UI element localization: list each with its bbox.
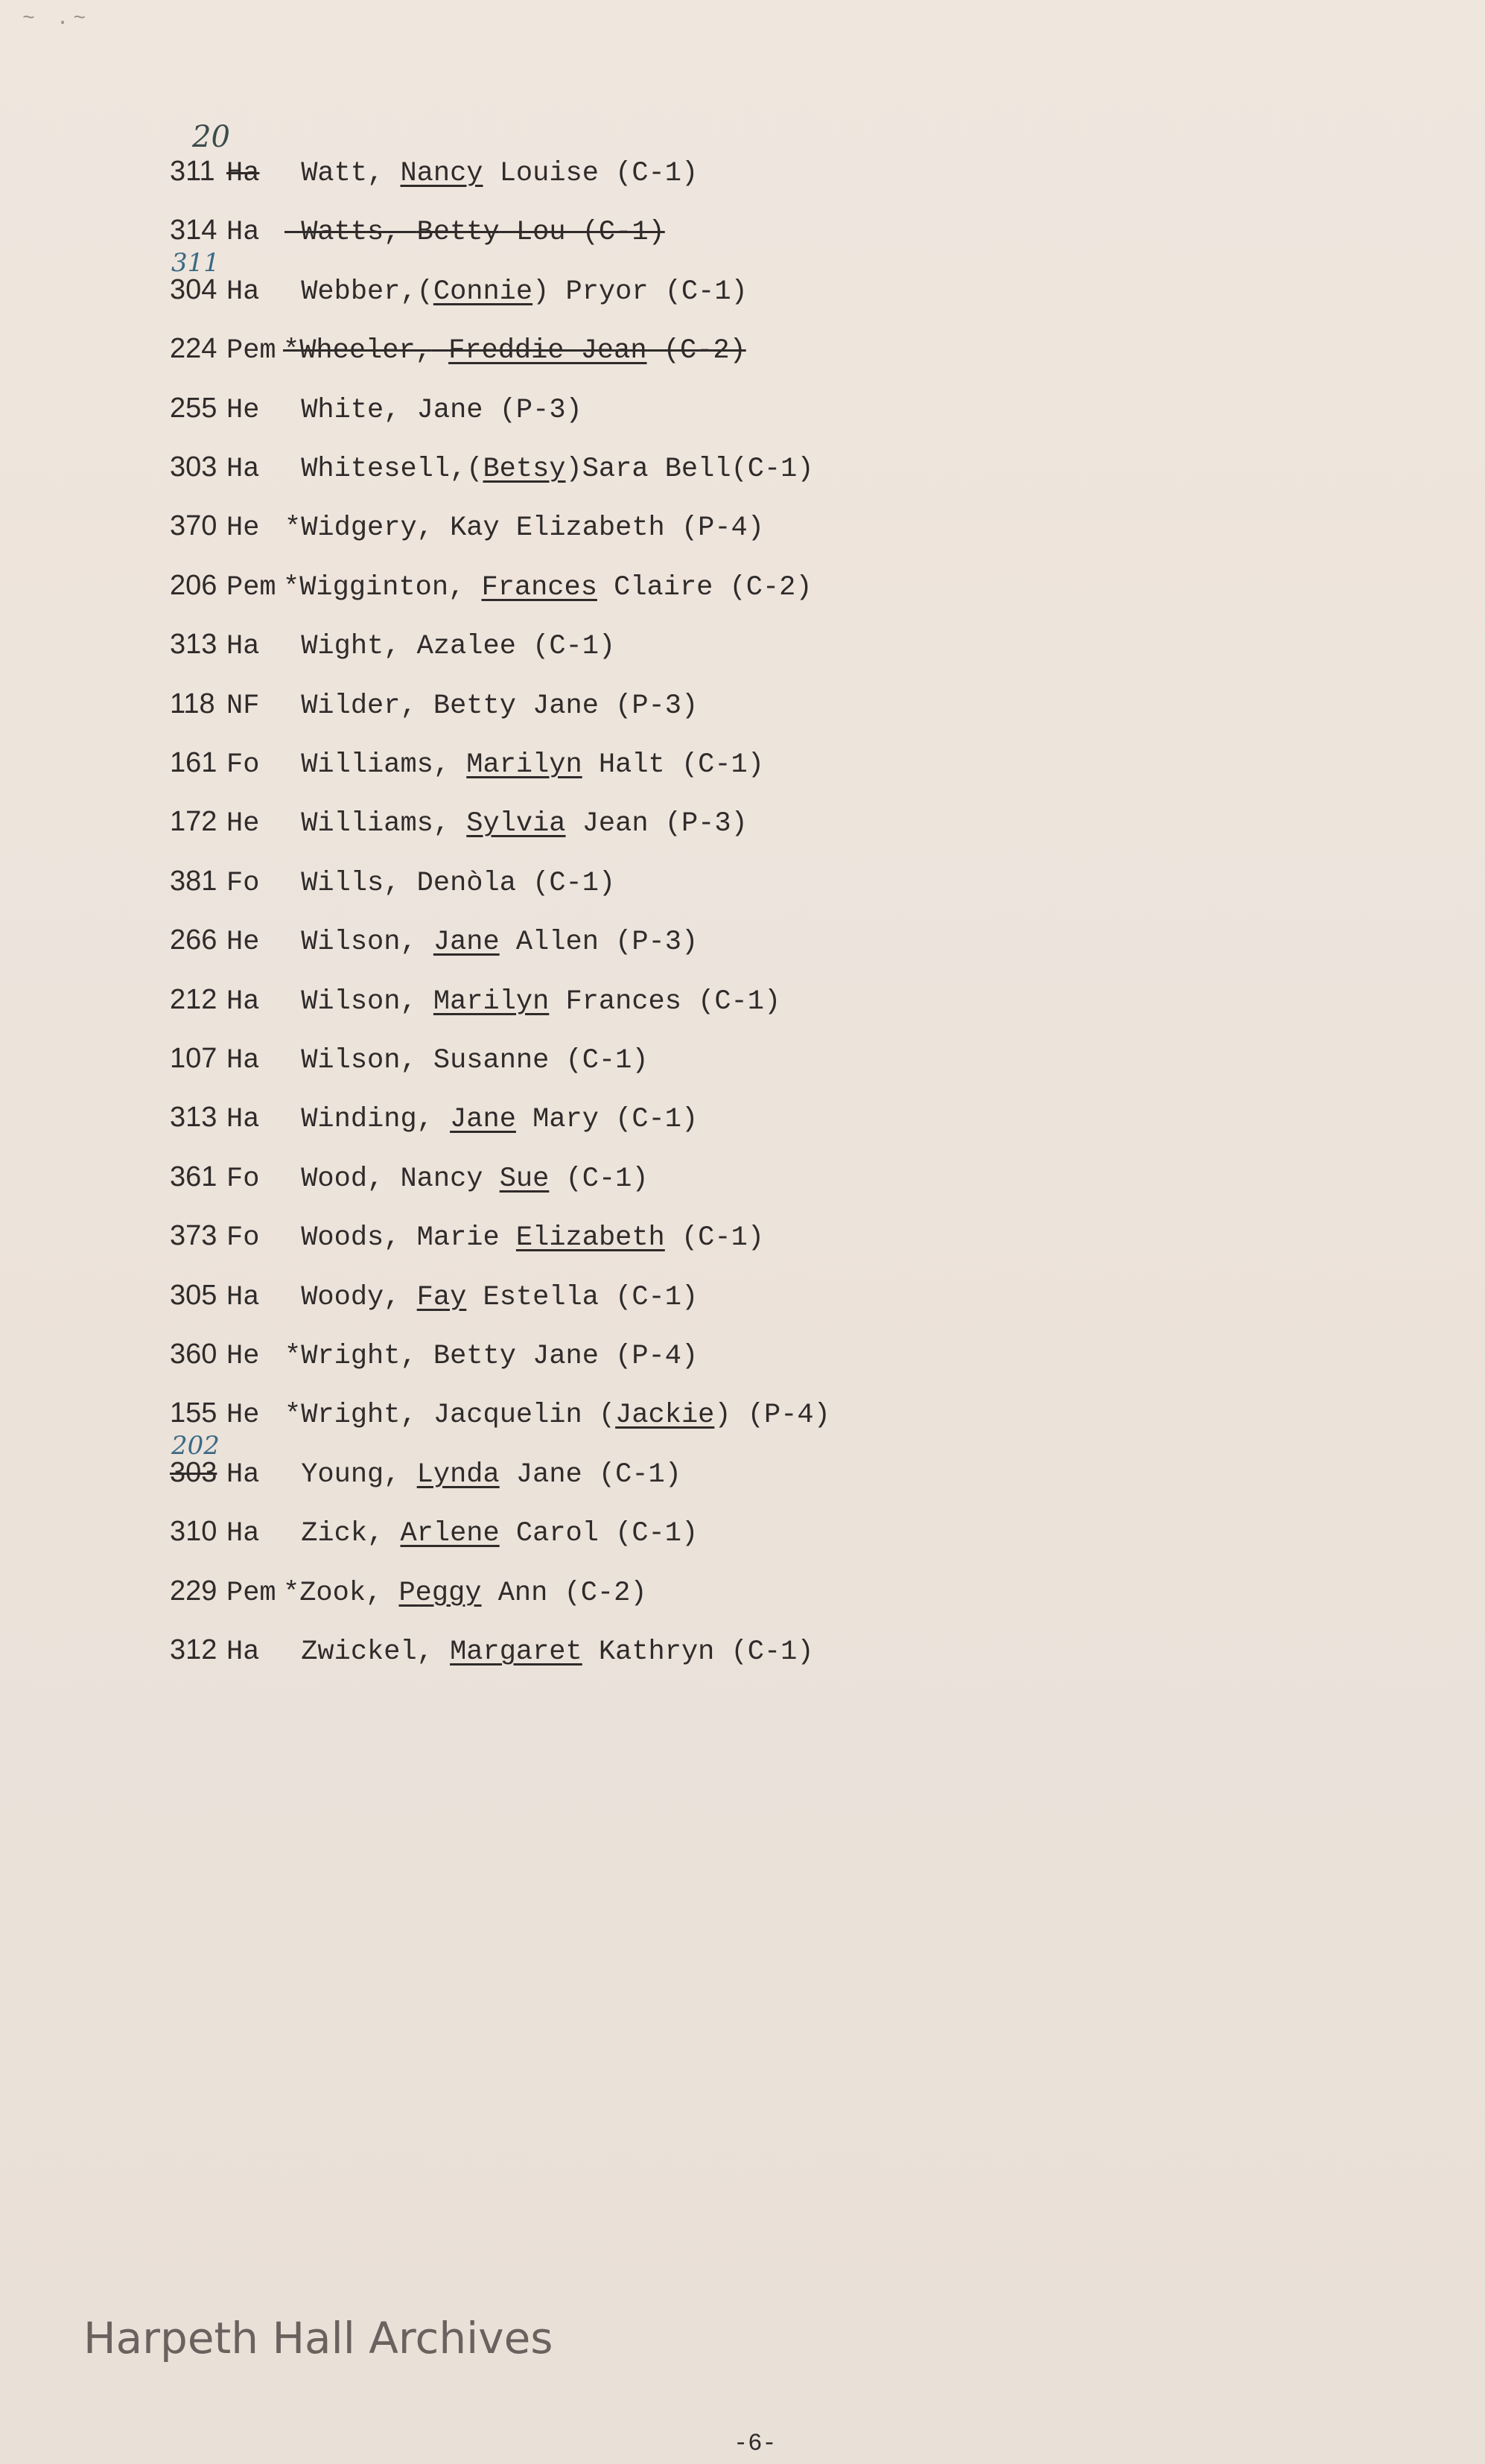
first-name: Jane — [416, 394, 483, 426]
name-remainder: ) Pryor (C-1) — [532, 276, 748, 308]
first-name: Susanne — [433, 1045, 550, 1076]
name-remainder: Allen (P-3) — [499, 927, 699, 959]
last-name: White, — [301, 394, 401, 426]
list-item — [170, 1391, 830, 1435]
hall-code: Ha — [226, 1104, 260, 1136]
hall-code: He — [226, 808, 260, 840]
room-number: 303 — [170, 1456, 217, 1488]
first-name: Betty — [416, 217, 500, 249]
hall-code: Ha — [226, 985, 260, 1017]
last-name: Woods, — [301, 1222, 401, 1254]
room-number: 361 — [170, 1160, 217, 1193]
first-name: Margaret — [450, 1636, 582, 1668]
hall-code: NF — [226, 690, 260, 722]
last-name: Williams, — [301, 749, 451, 781]
name-remainder: (C-1) — [515, 867, 616, 899]
room-number: 229 — [170, 1575, 217, 1607]
last-name: Wheeler, — [299, 335, 432, 367]
list-item — [170, 1213, 764, 1258]
first-name: Kay — [450, 512, 500, 544]
list-item — [170, 120, 699, 194]
first-name: Betty — [433, 1341, 516, 1372]
room-number: 172 — [170, 806, 217, 838]
hall-code: He — [226, 1341, 260, 1372]
list-item — [170, 1036, 649, 1081]
name-remainder: )Sara Bell(C-1) — [565, 454, 814, 485]
list-item — [170, 1095, 698, 1140]
name-remainder: Carol (C-1) — [499, 1518, 699, 1550]
name-remainder: (P-3) — [483, 394, 582, 426]
hall-code: Fo — [226, 867, 260, 899]
list-item — [170, 977, 780, 1022]
first-name: Betty — [433, 690, 516, 722]
list-item — [170, 682, 698, 726]
last-name: Wood, — [301, 1163, 384, 1195]
room-number: 311 — [170, 156, 215, 187]
first-name: Lynda — [416, 1458, 500, 1490]
room-number: 224 — [170, 333, 217, 365]
name-remainder: Jane (P-4) — [515, 1341, 699, 1372]
first-name: Sylvia — [466, 808, 566, 840]
last-name: Wilson, — [301, 927, 417, 959]
asterisk-marker: * — [283, 1577, 300, 1609]
first-name: Nancy — [400, 158, 483, 189]
hall-code: Ha — [226, 1281, 260, 1313]
hall-code: Pem — [226, 335, 276, 367]
hall-code: Ha — [226, 454, 260, 485]
first-name: Marilyn — [466, 749, 582, 781]
list-item — [170, 1155, 649, 1199]
last-name: Winding, — [301, 1104, 433, 1136]
room-number: 266 — [170, 924, 217, 956]
handwritten-room-note: 20 — [192, 120, 230, 154]
name-remainder: Lou (C-1) — [499, 217, 665, 249]
first-name: Jacquelin — [433, 1400, 582, 1432]
hall-code: Ha — [226, 631, 260, 663]
first-name: Connie — [433, 276, 533, 308]
page-number: -6- — [734, 2430, 777, 2457]
list-item — [170, 247, 748, 312]
first-name: Azalee — [416, 631, 516, 663]
hall-code: Ha — [226, 276, 260, 308]
list-item — [170, 445, 814, 489]
name-remainder: Sue (C-1) — [499, 1163, 649, 1195]
list-item — [170, 1628, 814, 1672]
hall-code: Fo — [226, 749, 260, 781]
list-item — [170, 208, 665, 253]
name-remainder: (C-1) — [549, 1045, 649, 1076]
hall-code: Ha — [226, 1045, 260, 1076]
list-item — [170, 1332, 698, 1377]
name-remainder: Claire (C-2) — [597, 571, 813, 603]
first-name: Denòla — [416, 867, 516, 899]
asterisk-marker: * — [283, 571, 300, 603]
list-item — [170, 386, 582, 431]
asterisk-marker: * — [284, 1341, 302, 1372]
first-name: Marie — [416, 1222, 500, 1254]
hall-code: Ha — [226, 1458, 260, 1490]
last-name: Wigginton, — [299, 571, 465, 603]
list-item — [170, 1273, 698, 1318]
last-name: Whitesell,( — [301, 454, 483, 485]
hall-code: He — [226, 1400, 260, 1432]
first-name: Arlene — [400, 1518, 500, 1550]
name-remainder: (Jackie) (P-4) — [582, 1400, 830, 1432]
top-margin-marks: ~ .~ — [22, 7, 91, 31]
room-number: 303 — [170, 451, 217, 483]
last-name: Young, — [301, 1458, 401, 1490]
last-name: Wilder, — [301, 690, 417, 722]
list-item — [170, 1569, 647, 1613]
room-number: 212 — [170, 983, 217, 1015]
first-name: Marilyn — [433, 985, 550, 1017]
first-name: Jane — [450, 1104, 516, 1136]
room-number: 304 — [170, 273, 217, 305]
room-number: 314 — [170, 215, 217, 247]
room-number: 305 — [170, 1279, 217, 1311]
list-item — [170, 1509, 698, 1554]
name-remainder: Frances (C-1) — [549, 985, 781, 1017]
name-remainder: Ann (C-2) — [481, 1577, 647, 1609]
handwritten-room-note: 311 — [171, 247, 220, 278]
room-number: 206 — [170, 569, 217, 601]
room-number: 312 — [170, 1634, 217, 1666]
name-remainder: Louise (C-1) — [483, 158, 699, 189]
hall-code: Ha — [226, 1518, 260, 1550]
first-name: Betsy — [483, 454, 566, 485]
last-name: Zick, — [301, 1518, 384, 1550]
archive-label: Harpeth Hall Archives — [83, 2313, 553, 2363]
room-number: 255 — [170, 392, 217, 424]
first-name: Peggy — [398, 1577, 482, 1609]
name-remainder: Jean (P-3) — [565, 808, 748, 840]
room-number: 360 — [170, 1339, 217, 1370]
room-number: 155 — [170, 1397, 217, 1429]
last-name: Wilson, — [301, 985, 417, 1017]
hall-code: He — [226, 394, 260, 426]
list-item — [170, 740, 764, 785]
hall-code: Pem — [226, 571, 276, 603]
hall-code: He — [226, 927, 260, 959]
hall-code: Pem — [226, 1577, 276, 1609]
handwritten-room-note: 202 — [171, 1430, 220, 1461]
name-remainder: (C-1) — [515, 631, 616, 663]
room-number: 370 — [170, 510, 217, 542]
name-remainder: Halt (C-1) — [582, 749, 764, 781]
room-number: 161 — [170, 747, 217, 778]
room-number: 373 — [170, 1220, 217, 1252]
list-item — [170, 918, 698, 962]
last-name: Watt, — [301, 158, 384, 189]
room-number: 107 — [170, 1043, 217, 1074]
room-number: 313 — [170, 629, 217, 661]
name-remainder: Elizabeth (C-1) — [515, 1222, 764, 1254]
list-item — [170, 504, 764, 548]
list-item — [170, 326, 746, 371]
asterisk-marker: * — [284, 512, 302, 544]
last-name: Zook, — [299, 1577, 383, 1609]
last-name: Williams, — [301, 808, 451, 840]
asterisk-marker: * — [283, 335, 300, 367]
last-name: Wills, — [301, 867, 401, 899]
room-number: 381 — [170, 865, 217, 897]
last-name: Wight, — [301, 631, 401, 663]
list-item — [170, 1430, 681, 1495]
last-name: Widgery, — [301, 512, 433, 544]
asterisk-marker: * — [284, 1400, 302, 1432]
name-remainder: Elizabeth (P-4) — [499, 512, 764, 544]
last-name: Wilson, — [301, 1045, 417, 1076]
first-name: Fay — [416, 1281, 467, 1313]
last-name: Wright, — [301, 1341, 417, 1372]
last-name: Wright, — [301, 1400, 417, 1432]
last-name: Woody, — [301, 1281, 401, 1313]
last-name: Webber,( — [301, 276, 433, 308]
name-remainder: Mary (C-1) — [515, 1104, 699, 1136]
name-remainder: (C-2) — [646, 335, 746, 367]
hall-code: Ha — [226, 158, 260, 189]
name-remainder: Kathryn (C-1) — [582, 1636, 814, 1668]
room-number: 310 — [170, 1516, 217, 1548]
room-number: 118 — [170, 688, 215, 720]
room-number: 313 — [170, 1102, 217, 1134]
name-remainder: Estella (C-1) — [466, 1281, 699, 1313]
list-item — [170, 799, 748, 844]
list-item — [170, 859, 615, 904]
first-name: Jane — [433, 927, 500, 959]
list-item — [170, 622, 615, 667]
list-item — [170, 563, 813, 608]
last-name: Watts, — [301, 217, 401, 249]
hall-code: Ha — [226, 217, 260, 249]
first-name: Nancy — [400, 1163, 483, 1195]
last-name: Zwickel, — [301, 1636, 433, 1668]
hall-code: He — [226, 512, 260, 544]
hall-code: Ha — [226, 1636, 260, 1668]
first-name: Frances — [481, 571, 597, 603]
hall-code: Fo — [226, 1222, 260, 1254]
name-remainder: Jane (C-1) — [499, 1458, 681, 1490]
name-remainder: Jane (P-3) — [515, 690, 699, 722]
hall-code: Fo — [226, 1163, 260, 1195]
first-name: Freddie Jean — [448, 335, 647, 367]
